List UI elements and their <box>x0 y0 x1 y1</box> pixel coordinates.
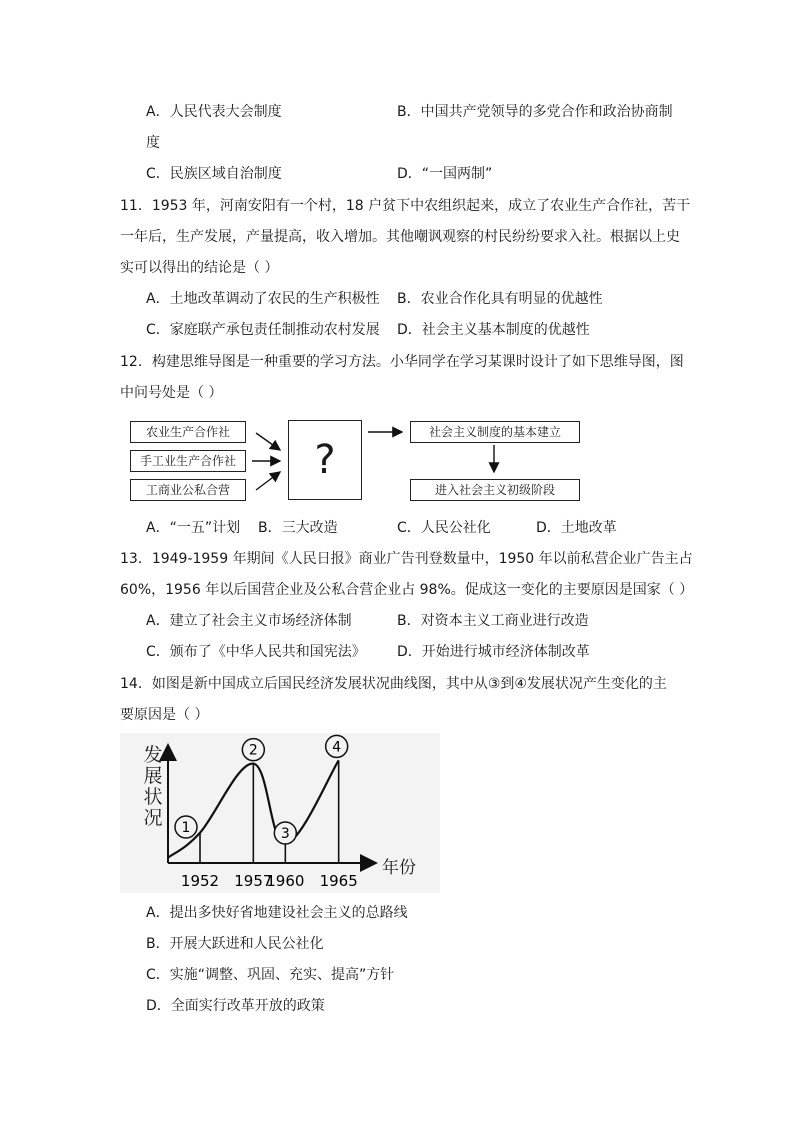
q12-option-c[interactable]: C．人民公社化 <box>397 520 491 536</box>
q11-stem-line-1: 11．1953 年，河南安阳有一个村，18 户贫下中农组织起来，成立了农业生产合作社，苦干 <box>120 198 691 214</box>
chart-x-tick-1965: 1965 <box>319 872 358 890</box>
q14-stem-line-2: 要原因是（ ） <box>120 707 209 723</box>
q14-option-d[interactable]: D．全面实行改革开放的政策 <box>146 998 325 1014</box>
q11-stem-line-3: 实可以得出的结论是（ ） <box>120 260 279 276</box>
q12-option-b[interactable]: B．三大改造 <box>258 520 338 536</box>
q14-option-c[interactable]: C．实施“调整、巩固、充实、提高”方针 <box>146 967 395 983</box>
q11-option-b[interactable]: B．农业合作化具有明显的优越性 <box>397 291 603 307</box>
q14-option-a[interactable]: A．提出多快好省地建设社会主义的总路线 <box>146 905 408 921</box>
q11-stem-line-2: 一年后，生产发展，产量提高，收入增加。其他嘲讽观察的村民纷纷要求入社。根据以上史 <box>120 229 680 245</box>
q10-option-a[interactable]: A．人民代表大会制度 <box>146 104 282 120</box>
chart-y-label: 发 展 状 况 <box>143 744 163 829</box>
q12-stem-line-1: 12．构建思维导图是一种重要的学习方法。小华同学在学习某课时设计了如下思维导图，图 <box>120 354 684 370</box>
chart-annotation-label-4: 4 <box>332 739 342 756</box>
q10-option-c[interactable]: C．民族区域自治制度 <box>146 166 282 182</box>
question-mark: ? <box>314 437 336 483</box>
chart-x-label: 年份 <box>382 858 416 878</box>
chart-annotation-label-1: 1 <box>181 820 191 836</box>
q11-option-a[interactable]: A．土地改革调动了农民的生产积极性 <box>146 291 380 307</box>
q13-option-a[interactable]: A．建立了社会主义市场经济体制 <box>146 613 352 629</box>
chart-x-tick-1960: 1960 <box>266 872 305 890</box>
diagram-box-handicraft-coop: 手工业生产合作社 <box>130 450 246 472</box>
chart-annotation-label-3: 3 <box>280 826 290 842</box>
chart-annotation-label-2: 2 <box>248 742 258 759</box>
q13-option-c[interactable]: C．颁布了《中华人民共和国宪法》 <box>146 644 366 660</box>
arrow-agri-to-center <box>256 433 280 450</box>
diagram-box-public-private: 工商业公私合营 <box>130 479 246 501</box>
q14-stem-line-1: 14．如图是新中国成立后国民经济发展状况曲线图，其中从③到④发展状况产生变化的主 <box>120 676 667 692</box>
chart-x-tick-1957: 1957 <box>234 872 273 890</box>
q11-option-d[interactable]: D．社会主义基本制度的优越性 <box>397 322 590 338</box>
diagram-box-agri-coop: 农业生产合作社 <box>130 421 246 443</box>
q12-stem-line-2: 中问号处是（ ） <box>120 385 223 401</box>
q13-option-b[interactable]: B．对资本主义工商业进行改造 <box>397 613 589 629</box>
q14-economy-chart <box>120 733 440 893</box>
diagram-box-socialist-system: 社会主义制度的基本建立 <box>410 421 580 443</box>
q13-stem-line-2: 60%，1956 年以后国营企业及公私合营企业占 98%。促成这一变化的主要原因是国家（ ） <box>120 582 694 598</box>
chart-x-tick-1952: 1952 <box>180 872 220 890</box>
q12-option-d[interactable]: D．土地改革 <box>536 520 617 536</box>
q10-option-d[interactable]: D．“一国两制” <box>397 166 493 182</box>
q13-stem-line-1: 13．1949-1959 年期间《人民日报》商业广告刊登数量中，1950 年以前私营企业广告主占 <box>120 551 693 567</box>
q14-option-b[interactable]: B．开展大跃进和人民公社化 <box>146 936 324 952</box>
q10-option-b-continued: 度 <box>146 135 160 151</box>
diagram-box-primary-stage: 进入社会主义初级阶段 <box>410 479 580 501</box>
q13-option-d[interactable]: D．开始进行城市经济体制改革 <box>397 644 590 660</box>
q11-option-c[interactable]: C．家庭联产承包责任制推动农村发展 <box>146 322 380 338</box>
q10-option-b[interactable]: B．中国共产党领导的多党合作和政治协商制 <box>397 104 673 120</box>
arrow-commerce-to-center <box>256 472 280 490</box>
q12-option-a[interactable]: A．“一五”计划 <box>146 520 241 536</box>
